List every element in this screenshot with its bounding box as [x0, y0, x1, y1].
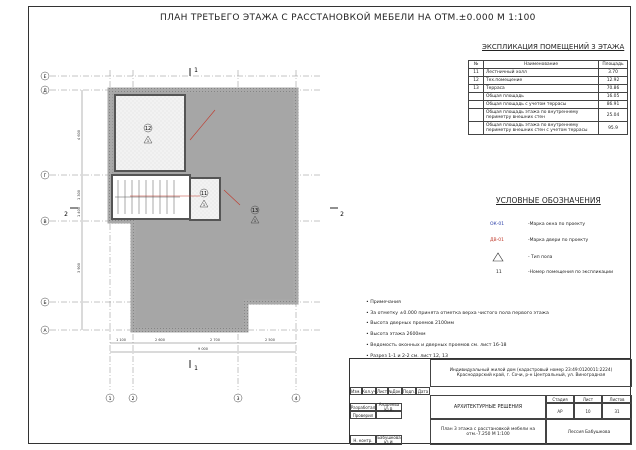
legend-room-text: -Номер помещения по экспликации	[528, 270, 613, 275]
sheet-header: Лист	[574, 395, 602, 403]
room-label-13: 13	[251, 208, 259, 214]
row-area: 95.9	[599, 122, 628, 135]
axis-1: 1	[108, 397, 112, 402]
row-number	[469, 109, 484, 122]
room-label-12: 12	[144, 126, 152, 132]
axis-4: 4	[294, 397, 298, 402]
landing	[190, 178, 220, 220]
explication-header-name: Наименование	[484, 61, 599, 69]
sheet-value: 10	[574, 403, 602, 419]
axis-A: А	[43, 329, 47, 334]
table-row	[469, 101, 628, 109]
row-area: 70.86	[599, 85, 628, 93]
legend-window-text: -Марка окна по проекту	[528, 222, 586, 227]
section-mark-2-right: 2	[340, 211, 344, 218]
row-name: Лестничный холл	[484, 69, 599, 77]
sheets-value: 31	[602, 403, 632, 419]
legend-door-text: -Марка двери по проекту	[528, 238, 589, 243]
dim-left-2: 1 300	[77, 189, 81, 201]
row-name: Общая площадь этажа по внутреннему периметру внешних стен с учетом террасы	[484, 122, 599, 135]
note-item: • Ведомость оконных и дверных проемов см. лист 16-18	[366, 341, 549, 352]
section-mark-1-bottom: 1	[194, 365, 198, 372]
axis-E: Е	[43, 75, 47, 80]
axis-3: 3	[236, 397, 240, 402]
page-title: ПЛАН ТРЕТЬЕГО ЭТАЖА С РАССТАНОВКОЙ МЕБЕЛИ НА ОТМ.±0.000 М 1:100	[160, 13, 536, 23]
row-number	[469, 122, 484, 135]
project-name: Индивидуальный жилой дом (кадастровый номер 23:49:0120011:2224) Краснодарский край, г. Сочи, р-н Центральный, ул. Виноградная	[430, 359, 632, 387]
row-area: 86.91	[599, 101, 628, 109]
note-item: • Примечания	[366, 298, 549, 309]
table-row	[469, 122, 628, 135]
legend-window-mark: ОК-01	[490, 222, 505, 227]
row-name: Терраса	[484, 85, 599, 93]
explication-header-area: Площадь	[599, 61, 628, 69]
row-number: 11	[469, 69, 484, 77]
col-izm: Изм.	[351, 388, 361, 394]
axis-B: Б	[43, 301, 47, 306]
legend-floor-text: - Тип пола	[528, 255, 553, 260]
row-name: Общая площадь этажа по внутреннему периметру внешних стен	[484, 109, 599, 122]
dim-bottom-3: 2 700	[209, 338, 221, 342]
row-area: 12.92	[599, 77, 628, 85]
row-area: 16.05	[599, 93, 628, 101]
role-norm-control: Н. контр.	[350, 435, 376, 445]
dim-bottom-4: 2 500	[264, 338, 276, 342]
row-number	[469, 101, 484, 109]
row-name: Общая площадь с учетом террасы	[484, 101, 599, 109]
explication-header-number: №	[469, 61, 484, 69]
row-name: Общая площадь	[484, 93, 599, 101]
legend-room-mark: 11	[496, 270, 502, 275]
explication-table	[468, 60, 628, 135]
dim-left-3: 1 400	[77, 206, 81, 218]
explication-title: ЭКСПЛИКАЦИЯ ПОМЕЩЕНИЙ 3 ЭТАЖА	[482, 43, 625, 51]
role-developer: Разработал	[350, 404, 376, 410]
col-doc: №Док.	[388, 388, 402, 394]
name-developer: Андреева Ю.В.	[376, 403, 402, 411]
row-name: Тех.помещение	[484, 77, 599, 85]
axis-V: В	[43, 220, 47, 225]
row-area: 3.70	[599, 69, 628, 77]
table-row	[469, 69, 628, 77]
table-row	[469, 93, 628, 101]
col-kol: Кол.уч	[362, 388, 376, 394]
note-item: • Высота дверных проемов 2100мм	[366, 319, 549, 330]
row-number: 12	[469, 77, 484, 85]
col-data: Дата	[417, 388, 429, 394]
sheets-header: Листов	[602, 395, 632, 403]
floor-type-3: 1	[253, 219, 257, 223]
note-item: • Разрез 1-1 и 2-2 см. лист 12, 13	[366, 352, 549, 363]
note-item: • За отметку ±0.000 принята отметка верха чистого пола первого этажа	[366, 309, 549, 320]
axis-G: Г	[43, 174, 47, 179]
row-number	[469, 93, 484, 101]
legend-title: УСЛОВНЫЕ ОБОЗНАЧЕНИЯ	[496, 196, 601, 205]
col-list: Лист	[376, 388, 388, 394]
section-mark-2-left: 2	[64, 211, 68, 218]
floor-type-1: 1	[146, 139, 150, 143]
section-name: АРХИТЕКТУРНЫЕ РЕШЕНИЯ	[430, 395, 546, 419]
stage-value: АР	[546, 403, 574, 419]
row-area: 25.04	[599, 109, 628, 122]
notes	[366, 298, 549, 362]
row-number: 13	[469, 85, 484, 93]
name-norm-control: Бабушкова Ю.И.	[377, 435, 401, 445]
section-mark-1-top: 1	[194, 67, 198, 74]
role-checker: Проверил	[350, 411, 376, 419]
dim-bottom-2: 2 600	[154, 338, 166, 342]
table-row	[469, 77, 628, 85]
dim-bottom-1: 1 100	[115, 338, 127, 342]
legend-door-mark: ДВ-01	[490, 238, 504, 243]
axis-D: Д	[43, 89, 47, 94]
stage-header: Стадия	[546, 395, 574, 403]
name-checker	[376, 411, 402, 419]
col-podp: Подп.	[402, 388, 416, 394]
axis-2: 2	[131, 397, 135, 402]
table-row	[469, 109, 628, 122]
title-block	[349, 358, 631, 444]
table-row	[469, 85, 628, 93]
company-name: Лессия Бабушкова	[546, 419, 632, 445]
floor-type-icon	[492, 252, 504, 262]
note-item: • Высота этажа 2600мм	[366, 330, 549, 341]
tech-room	[115, 95, 185, 171]
room-label-11: 11	[200, 191, 208, 197]
floor-type-2: 1	[202, 203, 206, 207]
dim-left-4: 3 900	[77, 262, 81, 274]
dim-total: 9 000	[197, 347, 209, 351]
sheet-title: План 3 этажа с расстановкой мебели на отм.-7.250 М 1:100	[430, 419, 546, 445]
dim-left-1: 4 600	[77, 129, 81, 141]
